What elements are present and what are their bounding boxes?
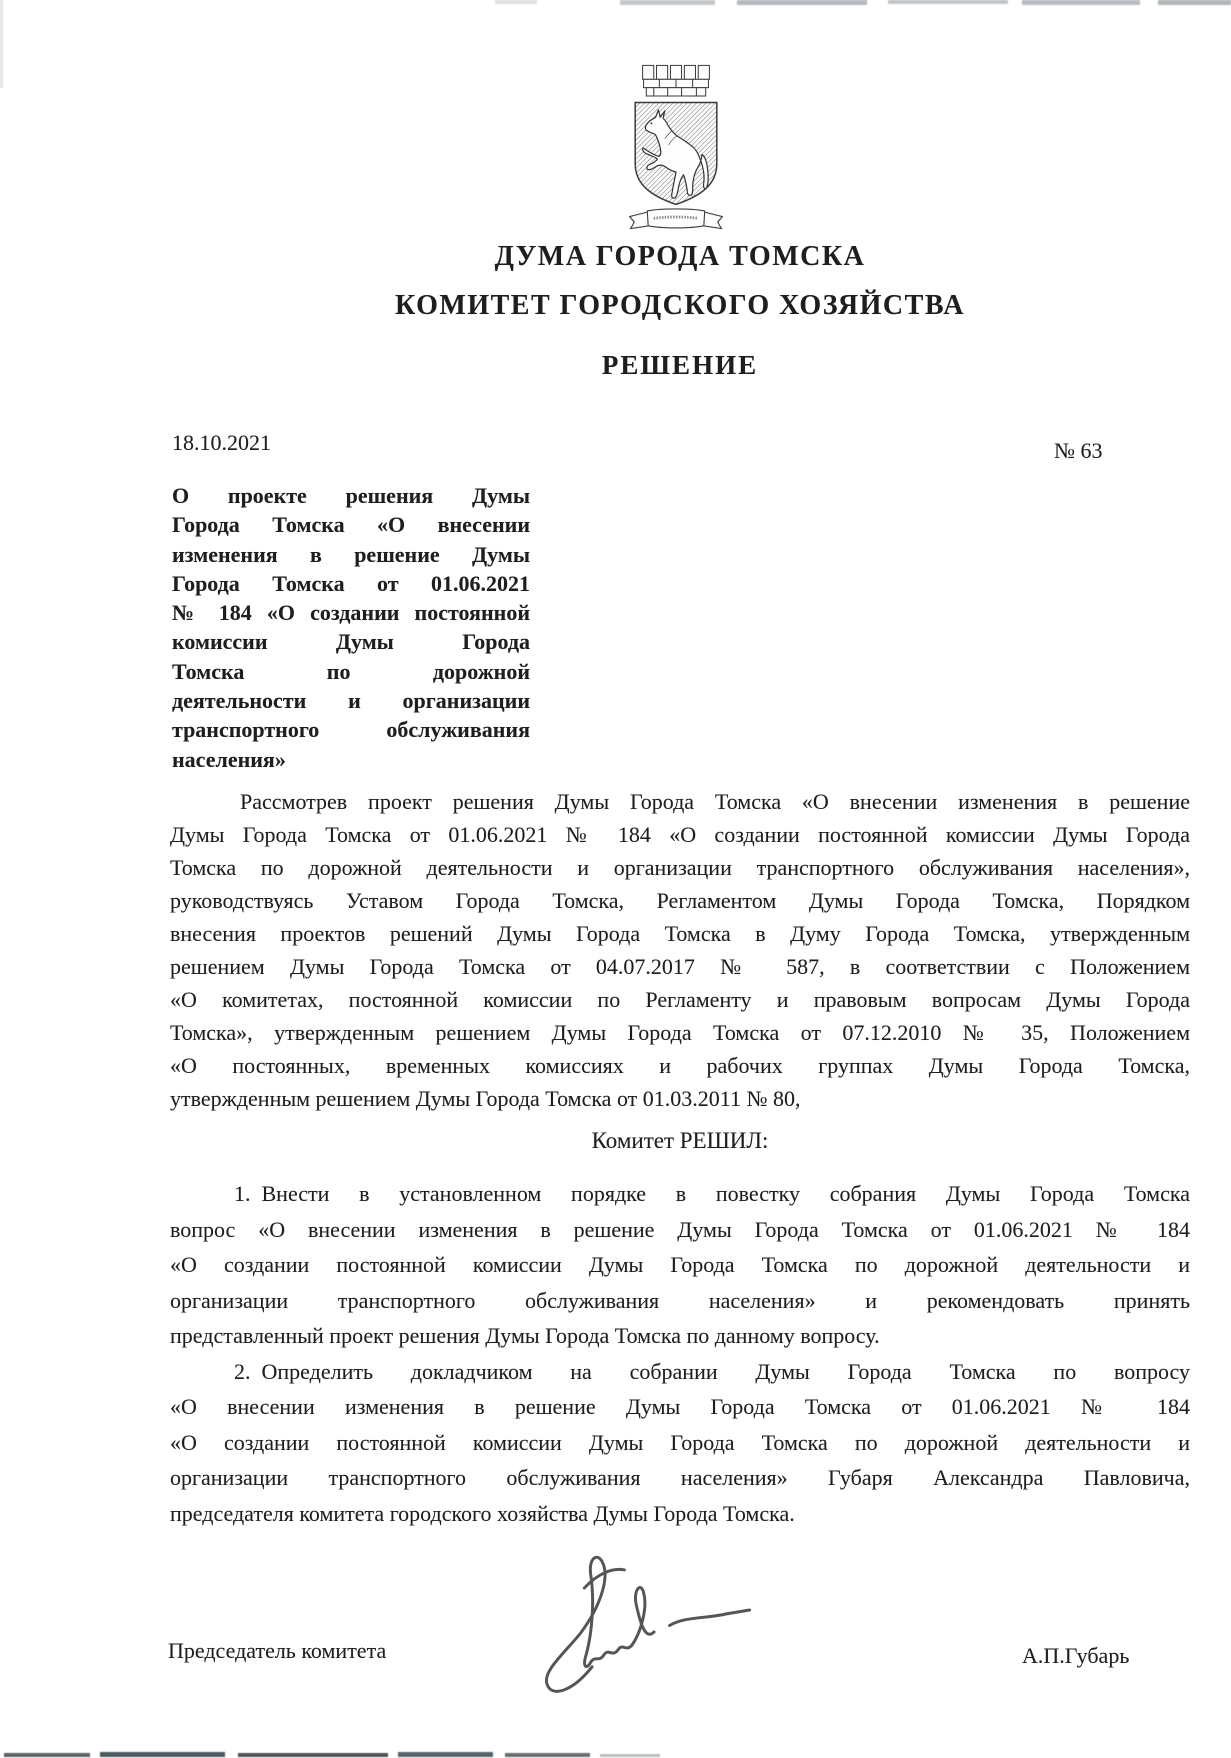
scan-smudge [505,1753,590,1757]
org-name-line2: КОМИТЕТ ГОРОДСКОГО ХОЗЯЙСТВА [395,290,965,321]
scan-smudge [737,0,867,5]
signature-handwriting-icon [512,1548,822,1703]
scan-smudge [100,1752,225,1757]
subject-block: О проекте решения Думы Города Томска «О внесении изменения в решение Думы Города Томска от 01.06.2021 № 184 «О создании постоянной комиссии Думы Города Томска по дорожной деятельности и организации транспортного обслуживания населения» [172,483,530,772]
resolution-items [170,1176,1190,1531]
scan-smudge [0,0,3,88]
resolution-heading: Комитет РЕШИЛ: [591,1128,769,1153]
scan-smudge [620,0,715,5]
scan-smudge [1022,0,1140,5]
scan-smudge [238,1753,388,1757]
scan-smudge [888,0,1008,4]
crown-icon [643,65,710,96]
signature-position-label: Председатель комитета [168,1638,387,1663]
org-name-line1: ДУМА ГОРОДА ТОМСКА [494,241,866,272]
intro-paragraph: Рассмотрев проект решения Думы Города Томска «О внесении изменения в решение Думы Города Томска от 01.06.2021 № 184 «О создании постоянной комиссии Думы Города Томска по дорожной деятельности и организации транспортного обслуживания населения», руководствуясь Уставом Города Томска, Регламентом Думы Города Томска, Порядком внесения проектов решений Думы Города Томска в Думу Города Томска, утвержденным решением Думы Города Томска от 04.07.2017 № 587, в соответствии с Положением «О комитетах, постоянной комиссии по Регламенту и правовым вопросам Думы Города Томска», утвержденным решением Думы Города Томска от 07.12.2010 № 35, Положением «О постоянных, временных комиссиях и рабочих группах Думы Города Томска, утвержденным решением Думы Города Томска от 01.03.2011 № 80, [170,789,1190,1111]
scan-smudge [600,1754,660,1757]
scan-smudge [4,1753,90,1757]
ribbon-icon [630,209,723,229]
resolution-item-2: 2. Определить докладчиком на собрании Думы Города Томска по вопросу «О внесении изменения в решение Думы Города Томска от 01.06.2021 № 184 «О создании постоянной комиссии Думы Города Томска по дорожной деятельности и организации транспортного обслуживания населения» Губаря Александра Павловича, председателя комитета городского хозяйства Думы Города Томска. [170,1358,1190,1526]
signatory-name: А.П.Губарь [1022,1643,1130,1668]
document-number: № 63 [1054,438,1103,463]
scan-smudge [1158,0,1231,5]
document-date: 18.10.2021 [172,430,271,455]
resolution-item-1: 1. Внести в установленном порядке в повестку собрания Думы Города Томска вопрос «О внесении изменения в решение Думы Города Томска от 01.06.2021 № 184 «О создании постоянной комиссии Думы Города Томска по дорожной деятельности и организации транспортного обслуживания населения» и рекомендовать принять представленный проект решения Думы Города Томска по данному вопросу. [170,1181,1190,1348]
scan-smudge [398,1752,493,1757]
document-type-title: РЕШЕНИЕ [601,350,759,380]
tomsk-coat-of-arms-icon [618,58,734,236]
horse-eye-icon [651,122,653,124]
scan-smudge [495,0,537,4]
